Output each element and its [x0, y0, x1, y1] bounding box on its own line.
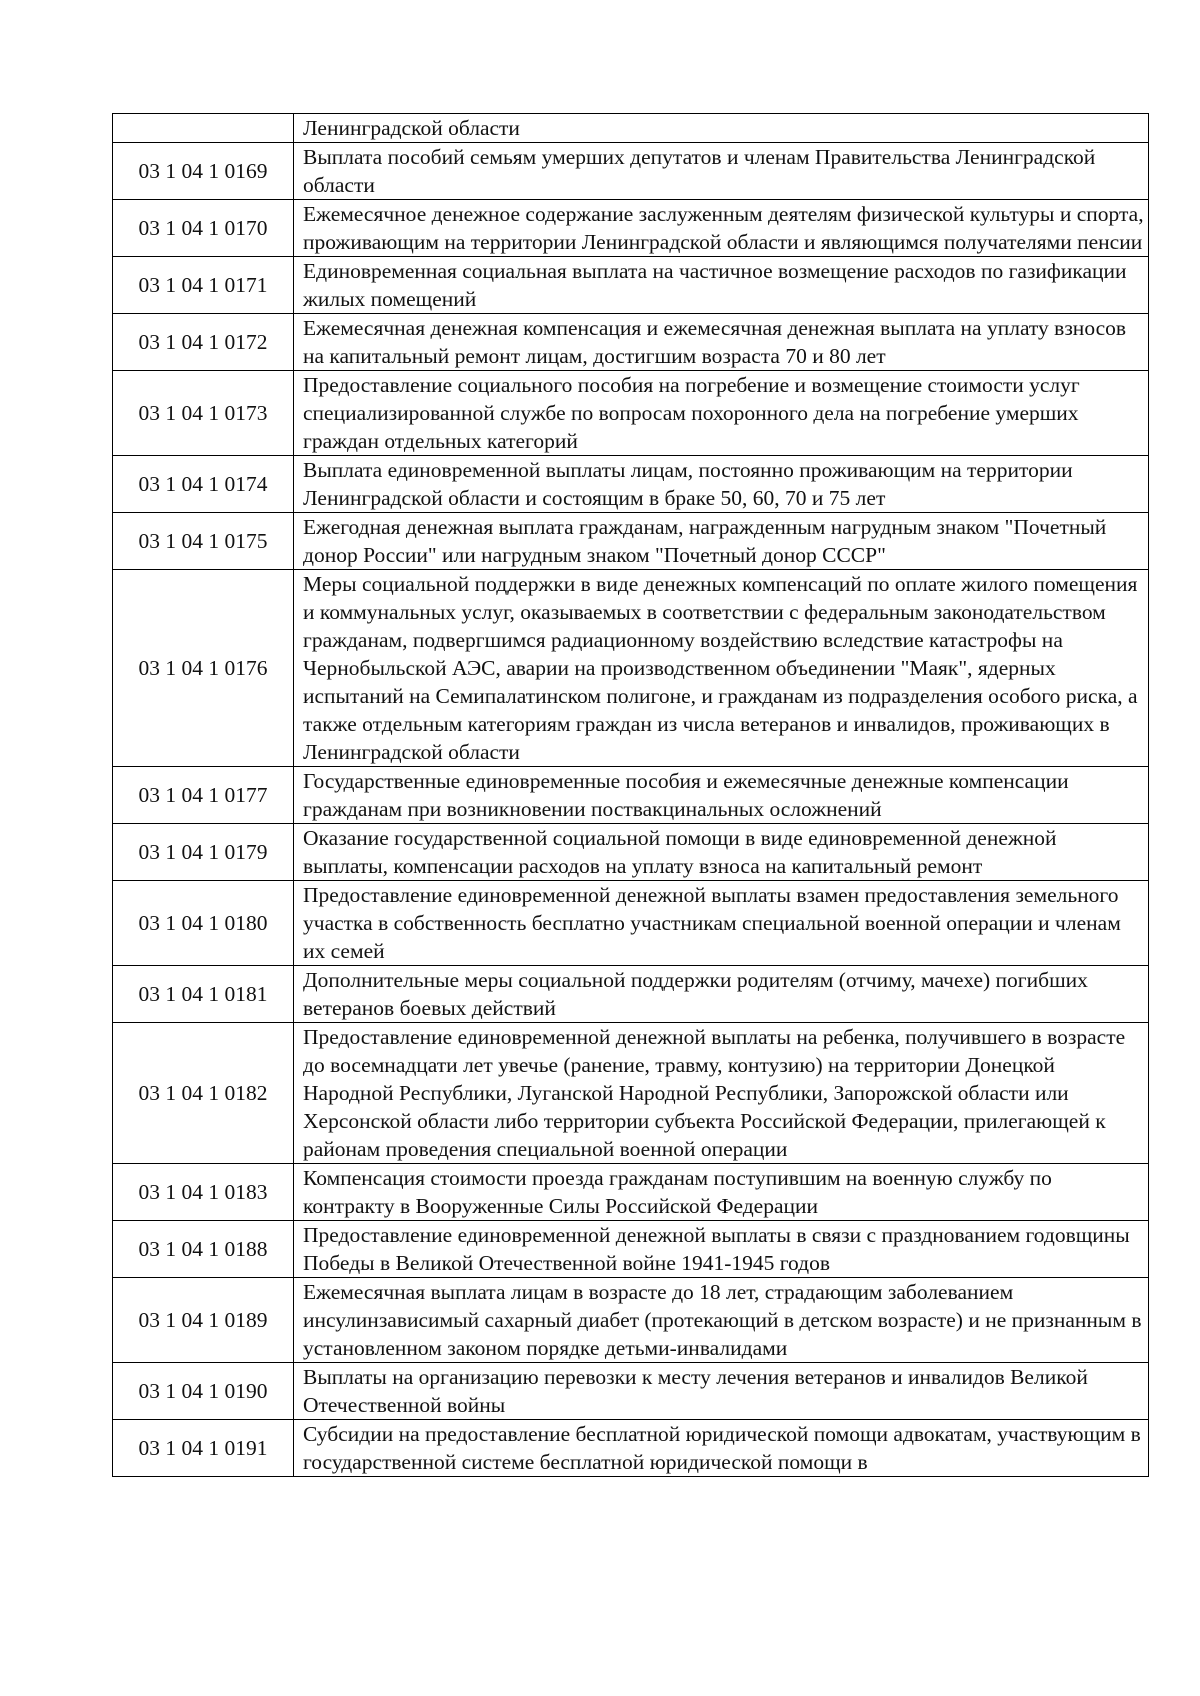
code-cell: 03 1 04 1 0176 — [113, 570, 294, 767]
code-cell: 03 1 04 1 0189 — [113, 1278, 294, 1363]
description-cell: Предоставление единовременной денежной выплаты на ребенка, получившего в возрасте до восемнадцати лет увечье (ранение, травму, контузию) на территории Донецкой Народной Республики, Луганской Народной Республики, Запорожской области или Херсонской области либо территории субъекта Российской Федерации, прилегающей к районам проведения специальной военной операции — [294, 1023, 1149, 1164]
description-cell: Компенсация стоимости проезда гражданам поступившим на военную службу по контракту в Вооруженные Силы Российской Федерации — [294, 1164, 1149, 1221]
table-row — [113, 1363, 1149, 1420]
code-cell: 03 1 04 1 0177 — [113, 767, 294, 824]
description-cell: Выплаты на организацию перевозки к месту лечения ветеранов и инвалидов Великой Отечественной войны — [294, 1363, 1149, 1420]
table-row — [113, 570, 1149, 767]
table-row — [113, 1221, 1149, 1278]
table-row — [113, 1164, 1149, 1221]
table-row — [113, 513, 1149, 570]
table-row — [113, 456, 1149, 513]
description-cell: Предоставление единовременной денежной выплаты взамен предоставления земельного участка в собственность бесплатно участникам специальной военной операции и членам их семей — [294, 881, 1149, 966]
description-cell: Ежегодная денежная выплата гражданам, награжденным нагрудным знаком "Почетный донор России" или нагрудным знаком "Почетный донор СССР" — [294, 513, 1149, 570]
code-cell: 03 1 04 1 0183 — [113, 1164, 294, 1221]
table-row — [113, 371, 1149, 456]
description-cell: Предоставление единовременной денежной выплаты в связи с празднованием годовщины Победы в Великой Отечественной войне 1941-1945 годов — [294, 1221, 1149, 1278]
code-cell: 03 1 04 1 0170 — [113, 200, 294, 257]
description-cell: Ежемесячная выплата лицам в возрасте до 18 лет, страдающим заболеванием инсулинзависимый сахарный диабет (протекающий в детском возрасте) и не признанным в установленном законом порядке детьми-инвалидами — [294, 1278, 1149, 1363]
table-row — [113, 881, 1149, 966]
description-cell: Оказание государственной социальной помощи в виде единовременной денежной выплаты, компенсации расходов на уплату взноса на капитальный ремонт — [294, 824, 1149, 881]
code-cell: 03 1 04 1 0190 — [113, 1363, 294, 1420]
description-cell: Субсидии на предоставление бесплатной юридической помощи адвокатам, участвующим в государственной системе бесплатной юридической помощи в — [294, 1420, 1149, 1477]
code-cell: 03 1 04 1 0171 — [113, 257, 294, 314]
description-cell: Дополнительные меры социальной поддержки родителям (отчиму, мачехе) погибших ветеранов боевых действий — [294, 966, 1149, 1023]
description-cell: Ежемесячное денежное содержание заслуженным деятелям физической культуры и спорта, проживающим на территории Ленинградской области и являющимся получателями пенсии — [294, 200, 1149, 257]
description-cell: Меры социальной поддержки в виде денежных компенсаций по оплате жилого помещения и коммунальных услуг, оказываемых в соответствии с федеральным законодательством гражданам, подвергшимся радиационному воздействию вследствие катастрофы на Чернобыльской АЭС, аварии на производственном объединении "Маяк", ядерных испытаний на Семипалатинском полигоне, и гражданам из подразделения особого риска, а также отдельным категориям граждан из числа ветеранов и инвалидов, проживающих в Ленинградской области — [294, 570, 1149, 767]
code-cell: 03 1 04 1 0172 — [113, 314, 294, 371]
description-cell: Ленинградской области — [294, 114, 1149, 143]
code-cell: 03 1 04 1 0188 — [113, 1221, 294, 1278]
table-row — [113, 200, 1149, 257]
table-row — [113, 114, 1149, 143]
table-row — [113, 1278, 1149, 1363]
description-cell: Единовременная социальная выплата на частичное возмещение расходов по газификации жилых помещений — [294, 257, 1149, 314]
description-cell: Предоставление социального пособия на погребение и возмещение стоимости услуг специализированной службе по вопросам похоронного дела на погребение умерших граждан отдельных категорий — [294, 371, 1149, 456]
code-cell: 03 1 04 1 0174 — [113, 456, 294, 513]
code-cell: 03 1 04 1 0173 — [113, 371, 294, 456]
table-row — [113, 966, 1149, 1023]
code-cell — [113, 114, 294, 143]
description-cell: Выплата единовременной выплаты лицам, постоянно проживающим на территории Ленинградской области и состоящим в браке 50, 60, 70 и 75 лет — [294, 456, 1149, 513]
table-row — [113, 257, 1149, 314]
table-row — [113, 143, 1149, 200]
code-cell: 03 1 04 1 0180 — [113, 881, 294, 966]
code-cell: 03 1 04 1 0181 — [113, 966, 294, 1023]
description-cell: Выплата пособий семьям умерших депутатов и членам Правительства Ленинградской области — [294, 143, 1149, 200]
table-row — [113, 1023, 1149, 1164]
description-cell: Ежемесячная денежная компенсация и ежемесячная денежная выплата на уплату взносов на капитальный ремонт лицам, достигшим возраста 70 и 80 лет — [294, 314, 1149, 371]
table-row — [113, 767, 1149, 824]
code-cell: 03 1 04 1 0179 — [113, 824, 294, 881]
budget-codes-table — [112, 113, 1149, 1477]
description-cell: Государственные единовременные пособия и ежемесячные денежные компенсации гражданам при возникновении поствакцинальных осложнений — [294, 767, 1149, 824]
code-cell: 03 1 04 1 0182 — [113, 1023, 294, 1164]
code-cell: 03 1 04 1 0191 — [113, 1420, 294, 1477]
code-cell: 03 1 04 1 0175 — [113, 513, 294, 570]
code-cell: 03 1 04 1 0169 — [113, 143, 294, 200]
table-row — [113, 1420, 1149, 1477]
table-row — [113, 824, 1149, 881]
table-row — [113, 314, 1149, 371]
